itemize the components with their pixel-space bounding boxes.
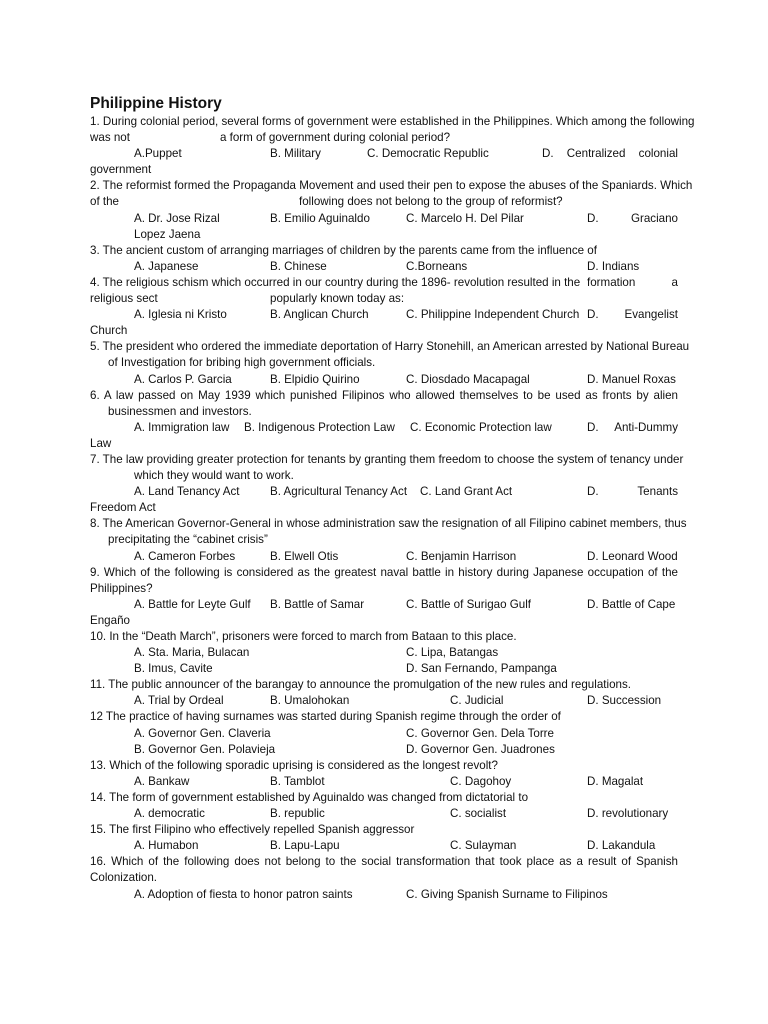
question-text: 1. During colonial period, several forms of government were established in the Philippines. Which among the following xyxy=(90,115,695,128)
question-text: 12 The practice of having surnames was started during Spanish regime through the order of xyxy=(90,710,561,724)
answer-options xyxy=(90,420,678,436)
question-text: businessmen and investors. xyxy=(108,404,252,418)
option-c: C. Economic Protection law xyxy=(410,420,552,434)
question-4 xyxy=(90,275,678,339)
question-text: 6. A law passed on May 1939 which punished Filipinos who allowed themselves to be used as fronts by alien xyxy=(90,388,678,402)
answer-options xyxy=(90,742,678,758)
question-text: 2. The reformist formed the Propaganda Movement and used their pen to expose the abuses of the Spaniards. Which xyxy=(90,179,693,193)
option-d: D. Succession xyxy=(587,694,662,708)
question-8 xyxy=(90,516,687,564)
answer-options xyxy=(90,693,678,709)
option-a: A. Adoption of fiesta to honor patron saints xyxy=(134,887,353,901)
option-b: B. Anglican Church xyxy=(270,308,369,322)
question-text xyxy=(90,130,678,146)
answer-options xyxy=(90,838,678,854)
option-d: D. Lakandula xyxy=(587,839,656,853)
question-text: 16. Which of the following does not belong to the social transformation that took place as a result of Spanish xyxy=(90,855,678,869)
option-c: C. Battle of Surigao Gulf xyxy=(406,597,532,611)
answer-options xyxy=(90,146,678,162)
question-text-part: following does not belong to the group of reformist? xyxy=(299,195,563,209)
option-wrap: Lopez Jaena xyxy=(134,227,201,241)
option-a: A. Bankaw xyxy=(134,774,190,788)
option-c: C. Benjamin Harrison xyxy=(406,549,517,563)
answer-options xyxy=(90,597,678,613)
option-wrap: Engaño xyxy=(90,613,130,627)
option-wrap: Church xyxy=(90,324,128,338)
option-b: B. Elwell Otis xyxy=(270,549,339,563)
question-text: precipitating the “cabinet crisis” xyxy=(108,533,268,547)
question-text-part: formation xyxy=(587,275,636,289)
option-a: A. Dr. Jose Rizal xyxy=(134,211,220,225)
option-a: A. Sta. Maria, Bulacan xyxy=(134,646,250,660)
option-b: B. republic xyxy=(270,807,325,821)
option-c: C. Philippine Independent Church xyxy=(406,308,580,322)
option-b: B. Battle of Samar xyxy=(270,597,365,611)
option-a: A. Trial by Ordeal xyxy=(134,694,224,708)
option-a: A. Cameron Forbes xyxy=(134,549,236,563)
option-b: B. Emilio Aguinaldo xyxy=(270,211,370,225)
option-d: D. Battle of Cape xyxy=(587,597,676,611)
answer-options xyxy=(90,549,678,565)
option-d xyxy=(587,307,678,323)
answer-options xyxy=(90,661,678,677)
option-d-text: Evangelist xyxy=(624,308,678,322)
question-text xyxy=(90,291,678,307)
option-c: C. Giving Spanish Surname to Filipinos xyxy=(406,887,608,901)
question-text: 5. The president who ordered the immediate deportation of Harry Stonehill, an American arrested by National Bureau xyxy=(90,340,690,354)
option-d xyxy=(587,484,678,500)
option-b: B. Umalohokan xyxy=(270,694,350,708)
question-13 xyxy=(90,758,678,790)
option-a: A. Governor Gen. Claveria xyxy=(134,726,271,740)
option-d-letter: D. xyxy=(587,308,599,322)
option-wrap: Law xyxy=(90,436,112,450)
answer-options xyxy=(90,211,678,227)
question-2 xyxy=(90,178,693,242)
question-text-part: popularly known today as: xyxy=(270,292,405,306)
option-a: A. Land Tenancy Act xyxy=(134,485,240,499)
option-d-text: colonial xyxy=(638,147,678,161)
option-c: C. Sulayman xyxy=(450,839,517,853)
question-10 xyxy=(90,629,678,677)
option-wrap: Freedom Act xyxy=(90,501,156,515)
question-text-part: a form of government during colonial period? xyxy=(219,131,451,145)
option-a: A. democratic xyxy=(134,807,205,821)
option-b: B. Indigenous Protection Law xyxy=(244,420,395,434)
option-d-text: Centralized xyxy=(566,147,626,161)
option-d-text: Graciano xyxy=(630,211,678,225)
question-text: 11. The public announcer of the barangay to announce the promulgation of the new rules and regulations. xyxy=(90,678,631,692)
question-text xyxy=(90,194,678,210)
option-c: C. Dagohoy xyxy=(450,774,512,788)
option-b: B. Governor Gen. Polavieja xyxy=(134,742,276,756)
question-text-part: a xyxy=(671,275,678,289)
question-text: 13. Which of the following sporadic uprising is considered as the longest revolt? xyxy=(90,758,498,772)
question-11 xyxy=(90,677,678,709)
option-a: A.Puppet xyxy=(134,147,182,161)
option-b: B. Lapu-Lapu xyxy=(270,839,340,853)
option-b: B. Tamblot xyxy=(270,774,325,788)
answer-options xyxy=(90,726,678,742)
question-text xyxy=(90,275,678,291)
question-text: 14. The form of government established by Aguinaldo was changed from dictatorial to xyxy=(90,790,529,804)
option-b: B. Agricultural Tenancy Act xyxy=(270,485,408,499)
option-d-letter: D. xyxy=(542,147,554,161)
answer-options xyxy=(90,774,678,790)
option-c: C. Marcelo H. Del Pilar xyxy=(406,211,524,225)
answer-options xyxy=(90,372,678,388)
question-text: 10. In the “Death March”, prisoners were forced to march from Bataan to this place. xyxy=(90,630,517,643)
option-b: B. Chinese xyxy=(270,259,327,273)
option-c: C. Diosdado Macapagal xyxy=(406,372,530,386)
option-c: C. Lipa, Batangas xyxy=(406,646,499,660)
option-d: D. Indians xyxy=(587,259,640,273)
option-d: D. San Fernando, Pampanga xyxy=(406,662,557,676)
question-text: Philippines? xyxy=(90,581,153,595)
question-6 xyxy=(90,388,678,452)
option-c: C. Governor Gen. Dela Torre xyxy=(406,726,554,740)
option-d xyxy=(542,146,678,162)
option-d-letter: D. xyxy=(587,420,599,434)
answer-options xyxy=(90,307,678,323)
question-text: which they would want to work. xyxy=(134,469,294,483)
question-9 xyxy=(90,565,678,629)
question-1 xyxy=(90,114,695,178)
answer-options xyxy=(90,259,678,275)
question-text-part: of the xyxy=(90,195,120,209)
option-c: C. Democratic Republic xyxy=(367,147,489,161)
option-d-letter: D. xyxy=(587,211,599,225)
option-d xyxy=(587,211,678,227)
worksheet-page xyxy=(90,94,695,903)
question-text: of Investigation for bribing high government officials. xyxy=(108,356,376,370)
question-12 xyxy=(90,709,678,757)
answer-options xyxy=(90,887,678,903)
option-d-text: Tenants xyxy=(637,485,678,499)
answer-options xyxy=(90,806,678,822)
question-15 xyxy=(90,822,678,854)
option-d xyxy=(587,420,678,436)
option-a: A. Iglesia ni Kristo xyxy=(134,308,227,322)
question-14 xyxy=(90,790,678,822)
answer-options xyxy=(90,645,678,661)
page-title: Philippine History xyxy=(90,95,222,112)
question-text: 15. The first Filipino who effectively repelled Spanish aggressor xyxy=(90,823,415,837)
question-text-part: religious sect xyxy=(90,292,158,306)
option-b: B. Elpidio Quirino xyxy=(270,372,360,386)
option-b: B. Imus, Cavite xyxy=(134,662,213,676)
option-d: D. Manuel Roxas xyxy=(587,372,676,386)
question-text-part: 4. The religious schism which occurred in our country during the 1896- revolution resulted in the xyxy=(90,275,581,289)
option-d-letter: D. xyxy=(587,485,599,499)
option-d: D. Magalat xyxy=(587,774,644,788)
question-text-part: was not xyxy=(90,131,130,145)
option-d: D. Leonard Wood xyxy=(587,549,678,563)
question-16 xyxy=(90,854,678,902)
option-c: C. Judicial xyxy=(450,694,504,708)
question-text: Colonization. xyxy=(90,871,158,885)
option-a: A. Carlos P. Garcia xyxy=(134,372,232,386)
option-d: D. Governor Gen. Juadrones xyxy=(406,742,555,756)
option-a: A. Japanese xyxy=(134,259,199,273)
option-c: C.Borneans xyxy=(406,259,468,273)
option-a: A. Battle for Leyte Gulf xyxy=(134,597,251,611)
question-text: 8. The American Governor-General in whose administration saw the resignation of all Filipino cabinet members, thus xyxy=(90,517,687,531)
option-b: B. Military xyxy=(270,147,321,161)
question-text: 3. The ancient custom of arranging marriages of children by the parents came from the influence of xyxy=(90,243,597,257)
option-a: A. Immigration law xyxy=(134,420,230,434)
question-text: 9. Which of the following is considered as the greatest naval battle in history during Japanese occupation of the xyxy=(90,565,678,579)
question-3 xyxy=(90,243,678,275)
option-c: C. socialist xyxy=(450,807,507,821)
question-5 xyxy=(90,339,690,387)
option-d-text: Anti-Dummy xyxy=(614,420,678,434)
option-c: C. Land Grant Act xyxy=(420,485,513,499)
question-text: 7. The law providing greater protection for tenants by granting them freedom to choose the system of tenancy under xyxy=(90,452,684,466)
answer-options xyxy=(90,484,678,500)
option-d: D. revolutionary xyxy=(587,807,669,821)
option-a: A. Humabon xyxy=(134,839,199,853)
question-7 xyxy=(90,452,684,516)
option-wrap: government xyxy=(90,163,152,177)
